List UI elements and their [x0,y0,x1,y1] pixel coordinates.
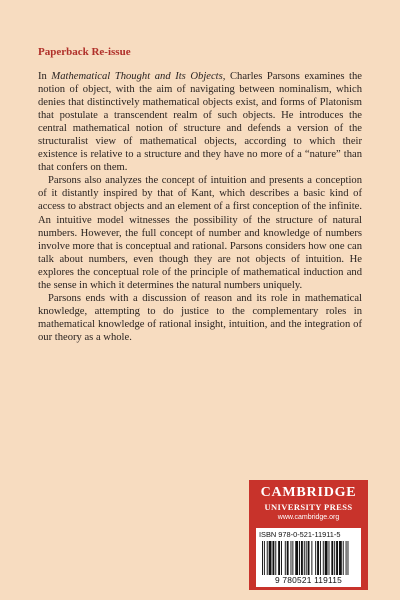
publisher-url: www.cambridge.org [277,514,340,521]
publisher-name: CAMBRIDGE [260,485,357,500]
publisher-logo [249,485,368,521]
publisher-block [249,480,368,590]
blurb-p1-lead: In [38,71,52,82]
publisher-subtitle: UNIVERSITY PRESS [264,502,353,512]
blurb-paragraph-1 [38,70,362,174]
blurb-paragraph-2: Parsons also analyzes the concept of intuition and presents a conception of it distantly inspired by that of Kant, which describes a basic kind of access to abstract objects and an element of a first conception of the infinite. An intuitive model witnesses the possibility of the structure of natural numbers. However, the full concept of number and knowledge of numbers involve more that is conceptual and rational. Parsons considers how one can talk about numbers, even though they are not objects of intuition. He explores the conceptual role of the principle of mathematical induction and the sense in which it determines the natural numbers uniquely. [38,175,362,291]
blurb-p1-rest: Charles Parsons examines the notion of object, with the aim of navigating between nominalism, which denies that distinctively mathematical objects exist, and forms of Platonism that postulate a transcendent realm of such objects. He introduces the central mathematical notion of structure and defends a version of the structuralist view of mathematical objects, according to which their existence is relative to a structure and they have no more of a “nature” than that confers on them. [38,71,362,174]
blurb-paragraph-3: Parsons ends with a discussion of reason and its role in mathematical knowledge, attempting to do justice to the complementary roles in mathematical knowledge of rational insight, intuition, and the integration of our theory as a whole. [38,292,362,343]
barcode-digits: 9 780521 119115 [275,575,342,585]
barcode-panel [256,528,361,587]
barcode-icon [262,541,356,575]
isbn-label: ISBN 978-0-521-11911-5 [259,530,341,539]
book-title-inline: Mathematical Thought and Its Objects, [51,71,226,82]
reissue-heading: Paperback Re-issue [38,46,131,58]
blurb-text [38,70,362,344]
